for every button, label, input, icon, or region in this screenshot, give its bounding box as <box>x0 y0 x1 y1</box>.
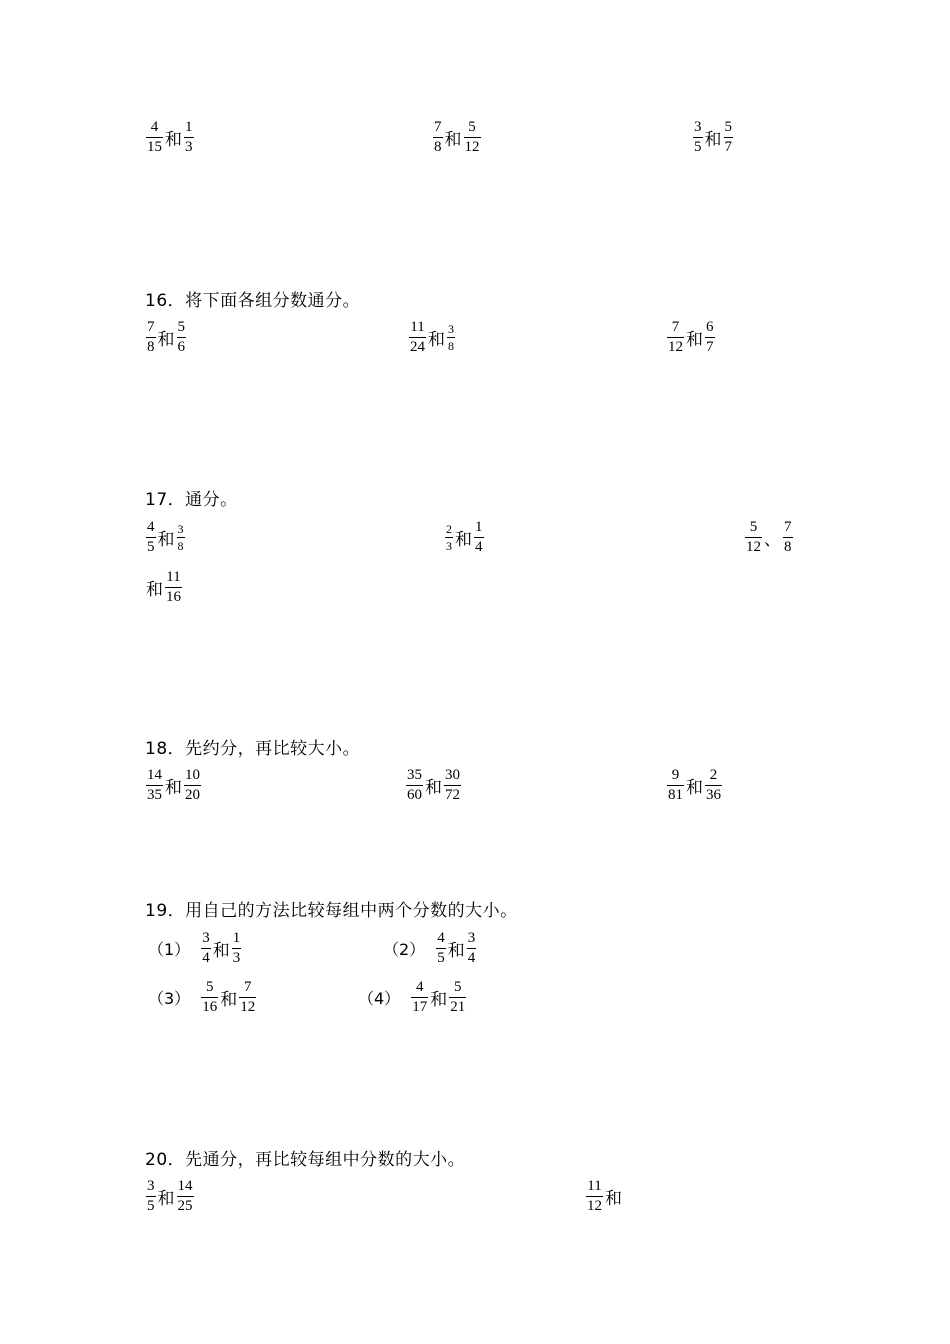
fraction: $\frac{11}{16}$ <box>166 569 181 605</box>
connector-word: 和 <box>430 990 448 1010</box>
connector-word: 和 <box>146 580 163 600</box>
item-label: （2） <box>383 940 426 959</box>
fraction: $\frac{2}{3}$ <box>446 522 452 553</box>
fraction: $\frac{35}{60}$ <box>407 767 422 803</box>
connector-word: 和 <box>686 778 703 798</box>
question-19-title: 19．用自己的方法比较每组中两个分数的大小。 <box>145 901 518 921</box>
fraction: $\frac{5}{21}$ <box>450 979 466 1015</box>
fraction: $\frac{3}{8}$ <box>448 322 454 353</box>
fraction: $\frac{11}{12}$ <box>587 1178 602 1214</box>
connector-word: 和 <box>704 130 722 150</box>
fraction-pair <box>432 120 482 155</box>
fraction-pair <box>444 520 485 555</box>
fraction-pair <box>145 320 187 355</box>
question-17-title: 17．通分。 <box>145 490 238 510</box>
connector-word: 和 <box>220 990 238 1010</box>
fraction: $\frac{10}{20}$ <box>185 767 200 803</box>
question-18-title: 18．先约分，再比较大小。 <box>145 739 361 759</box>
fraction: $\frac{4}{17}$ <box>412 979 428 1015</box>
fraction-group-continued <box>145 570 183 605</box>
connector-word: 和 <box>165 778 182 798</box>
connector-word: 和 <box>447 941 465 961</box>
item-label: （4） <box>358 989 401 1008</box>
fraction: $\frac{7}{12}$ <box>240 979 256 1015</box>
fraction: $\frac{5}{12}$ <box>464 119 480 155</box>
fraction-pair <box>383 931 477 966</box>
fraction: $\frac{5}{6}$ <box>177 319 185 355</box>
fraction: $\frac{5}{12}$ <box>746 519 761 555</box>
connector-word: 和 <box>425 778 442 798</box>
connector-word: 和 <box>157 330 175 350</box>
question-16-title: 16．将下面各组分数通分。 <box>145 291 361 311</box>
fraction-pair <box>358 980 467 1015</box>
separator-mark: 、 <box>764 530 781 550</box>
connector-word: 和 <box>686 330 703 350</box>
fraction-pair <box>692 120 734 155</box>
fraction: $\frac{7}{12}$ <box>668 319 683 355</box>
fraction-pair <box>145 520 186 555</box>
fraction: $\frac{9}{81}$ <box>668 767 683 803</box>
connector-word: 和 <box>157 1189 175 1209</box>
fraction: $\frac{14}{25}$ <box>177 1178 193 1214</box>
fraction: $\frac{7}{8}$ <box>434 119 442 155</box>
item-label: （3） <box>148 989 191 1008</box>
connector-word: 和 <box>428 330 445 350</box>
fraction: $\frac{2}{36}$ <box>706 767 721 803</box>
fraction-pair <box>145 120 195 155</box>
fraction: $\frac{11}{24}$ <box>410 319 425 355</box>
connector-word: 和 <box>165 130 182 150</box>
fraction: $\frac{1}{3}$ <box>185 119 193 155</box>
fraction-pair <box>148 980 257 1015</box>
fraction-pair <box>145 1179 195 1214</box>
fraction: $\frac{7}{8}$ <box>784 519 792 555</box>
fraction: $\frac{14}{35}$ <box>147 767 162 803</box>
fraction-pair <box>666 768 723 803</box>
fraction-pair <box>148 931 242 966</box>
fraction-pair <box>408 320 456 355</box>
fraction: $\frac{3}{8}$ <box>177 522 184 553</box>
fraction: $\frac{5}{16}$ <box>202 979 218 1015</box>
connector-word: 和 <box>455 530 472 550</box>
fraction: $\frac{6}{7}$ <box>706 319 714 355</box>
fraction: $\frac{4}{5}$ <box>147 519 155 555</box>
fraction: $\frac{4}{5}$ <box>437 930 445 966</box>
fraction: $\frac{30}{72}$ <box>445 767 460 803</box>
fraction: $\frac{3}{4}$ <box>467 930 476 966</box>
item-label: （1） <box>148 940 191 959</box>
fraction: $\frac{3}{5}$ <box>147 1178 155 1214</box>
fraction: $\frac{5}{7}$ <box>724 119 732 155</box>
connector-word: 和 <box>212 941 230 961</box>
connector-word: 和 <box>157 530 175 550</box>
connector-word: 和 <box>444 130 462 150</box>
fraction-pair <box>145 768 202 803</box>
question-20-title: 20．先通分，再比较每组中分数的大小。 <box>145 1150 466 1170</box>
fraction-pair <box>405 768 462 803</box>
fraction: $\frac{1}{3}$ <box>232 930 241 966</box>
connector-word: 和 <box>605 1189 622 1209</box>
fraction-pair <box>666 320 716 355</box>
fraction: $\frac{7}{8}$ <box>147 319 155 355</box>
fraction-pair-partial <box>585 1179 623 1214</box>
fraction-group <box>744 520 794 555</box>
fraction: $\frac{3}{5}$ <box>694 119 702 155</box>
fraction: $\frac{3}{4}$ <box>202 930 210 966</box>
fraction: $\frac{1}{4}$ <box>475 519 483 555</box>
fraction: $\frac{4}{15}$ <box>147 119 162 155</box>
